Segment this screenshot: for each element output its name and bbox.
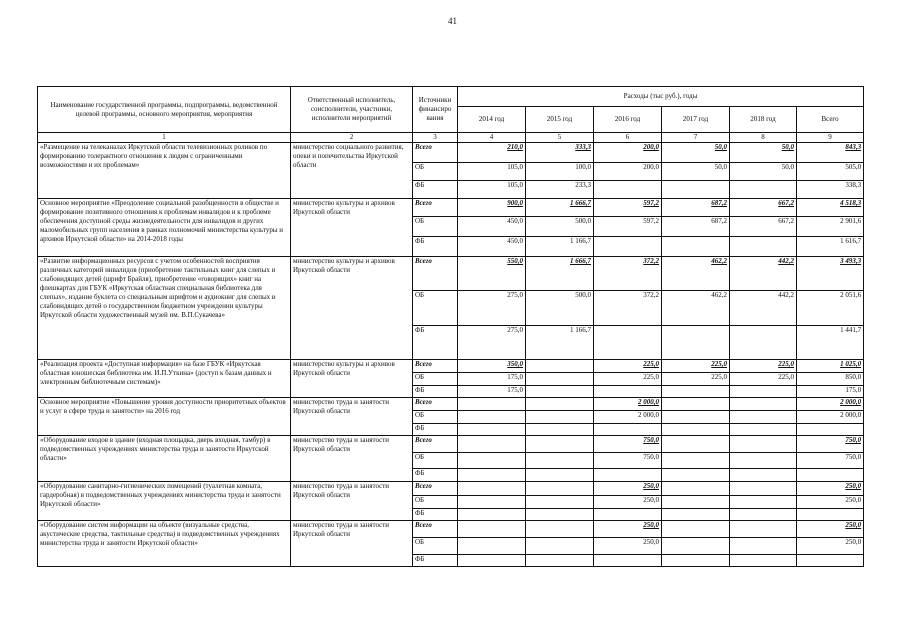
amount-cell: 1 166,7 bbox=[526, 326, 594, 360]
amount-cell bbox=[526, 398, 594, 411]
amount-cell: 450,0 bbox=[458, 237, 526, 257]
executor: министерство культуры и архивов Иркутской области bbox=[291, 360, 413, 398]
colnum: 4 bbox=[458, 133, 526, 143]
amount-cell: 50,0 bbox=[662, 143, 730, 163]
amount-cell bbox=[662, 424, 730, 436]
executor: министерство труда и занятости Иркутской области bbox=[291, 436, 413, 482]
amount-cell: 667,2 bbox=[730, 217, 797, 237]
amount-cell bbox=[526, 373, 594, 386]
amount-cell: 372,2 bbox=[594, 291, 662, 326]
amount-total bbox=[797, 555, 864, 567]
funding-source: ОБ bbox=[413, 217, 458, 237]
funding-source: Всего bbox=[413, 360, 458, 373]
amount-cell bbox=[662, 555, 730, 567]
amount-cell bbox=[458, 411, 526, 424]
header-year-2018: 2018 год bbox=[730, 107, 797, 133]
colnum: 9 bbox=[797, 133, 864, 143]
funding-source: ФБ bbox=[413, 555, 458, 567]
amount-cell: 200,0 bbox=[594, 163, 662, 181]
amount-cell: 550,0 bbox=[458, 257, 526, 291]
amount-cell: 250,0 bbox=[594, 482, 662, 496]
column-numbers-row bbox=[38, 133, 864, 143]
amount-cell: 233,3 bbox=[526, 181, 594, 199]
amount-cell: 750,0 bbox=[594, 453, 662, 469]
amount-cell bbox=[526, 509, 594, 521]
page-number: 41 bbox=[448, 16, 457, 26]
table-row bbox=[38, 143, 864, 163]
amount-cell bbox=[662, 538, 730, 555]
amount-total: 850,0 bbox=[797, 373, 864, 386]
funding-source: ОБ bbox=[413, 373, 458, 386]
amount-cell: 210,0 bbox=[458, 143, 526, 163]
amount-cell bbox=[730, 521, 797, 538]
amount-cell: 225,0 bbox=[594, 373, 662, 386]
measure-name: «Оборудование входов в здание (входная площадка, дверь входная, тамбур) в подведомственных учреждениях министерства труда и занятости Иркутской области» bbox=[38, 436, 291, 482]
amount-cell: 225,0 bbox=[730, 373, 797, 386]
amount-cell bbox=[730, 398, 797, 411]
colnum: 2 bbox=[291, 133, 413, 143]
amount-cell bbox=[458, 436, 526, 453]
header-executor: Ответственный исполнитель, соисполнители, участники, исполнители мероприятий bbox=[291, 87, 413, 133]
amount-total: 250,0 bbox=[797, 538, 864, 555]
amount-cell bbox=[526, 436, 594, 453]
amount-cell bbox=[730, 538, 797, 555]
amount-cell: 333,3 bbox=[526, 143, 594, 163]
amount-total bbox=[797, 424, 864, 436]
funding-source: Всего bbox=[413, 257, 458, 291]
header-year-2015: 2015 год bbox=[526, 107, 594, 133]
amount-total: 3 493,3 bbox=[797, 257, 864, 291]
amount-cell: 500,0 bbox=[526, 291, 594, 326]
budget-table bbox=[37, 86, 864, 567]
amount-cell: 462,2 bbox=[662, 291, 730, 326]
header-year-2017: 2017 год bbox=[662, 107, 730, 133]
colnum: 3 bbox=[413, 133, 458, 143]
amount-cell bbox=[594, 181, 662, 199]
amount-cell bbox=[458, 538, 526, 555]
amount-cell: 225,0 bbox=[662, 373, 730, 386]
funding-source: ОБ bbox=[413, 291, 458, 326]
funding-source: ОБ bbox=[413, 163, 458, 181]
executor: министерство труда и занятости Иркутской области bbox=[291, 521, 413, 567]
table-row bbox=[38, 436, 864, 453]
funding-source: ФБ bbox=[413, 326, 458, 360]
table-row bbox=[38, 199, 864, 217]
table-body bbox=[38, 143, 864, 567]
colnum: 7 bbox=[662, 133, 730, 143]
amount-cell bbox=[594, 469, 662, 482]
amount-total: 250,0 bbox=[797, 482, 864, 496]
amount-cell bbox=[662, 411, 730, 424]
amount-cell: 175,0 bbox=[458, 386, 526, 398]
amount-cell: 597,2 bbox=[594, 217, 662, 237]
amount-cell bbox=[662, 521, 730, 538]
amount-cell bbox=[526, 411, 594, 424]
measure-name: «Оборудование систем информации на объекте (визуальные средства, акустические средства, тактильные средства) в подведомственных учреждениях министерства труда и занятости Иркутской области» bbox=[38, 521, 291, 567]
amount-cell: 450,0 bbox=[458, 217, 526, 237]
amount-cell: 1 666,7 bbox=[526, 199, 594, 217]
amount-total: 250,0 bbox=[797, 521, 864, 538]
amount-cell: 100,0 bbox=[526, 163, 594, 181]
amount-cell: 2 000,0 bbox=[594, 411, 662, 424]
funding-source: ОБ bbox=[413, 453, 458, 469]
executor: министерство культуры и архивов Иркутской области bbox=[291, 257, 413, 360]
amount-cell bbox=[458, 521, 526, 538]
measure-name: Основное мероприятие «Преодоление социальной разобщенности в обществе и формирование позитивного отношения к проблемам инвалидов и к проблеме обеспечения доступной среды жизнедеятельности для инвалидов и других маломобильных групп населения в рамках полномочий министерства культуры и архивов Иркутской области» на 2014-2018 годы bbox=[38, 199, 291, 257]
colnum: 1 bbox=[38, 133, 291, 143]
amount-cell bbox=[526, 469, 594, 482]
amount-total: 505,0 bbox=[797, 163, 864, 181]
funding-source: ОБ bbox=[413, 496, 458, 509]
amount-cell: 372,2 bbox=[594, 257, 662, 291]
amount-cell: 350,0 bbox=[458, 360, 526, 373]
amount-cell bbox=[458, 509, 526, 521]
amount-cell bbox=[526, 360, 594, 373]
amount-cell: 50,0 bbox=[662, 163, 730, 181]
amount-cell bbox=[662, 326, 730, 360]
colnum: 8 bbox=[730, 133, 797, 143]
header-name: Наименование государственной программы, подпрограммы, ведомственной целевой программы, основного мероприятия, мероприятия bbox=[38, 87, 291, 133]
amount-cell: 250,0 bbox=[594, 521, 662, 538]
amount-cell: 1 666,7 bbox=[526, 257, 594, 291]
amount-cell: 105,0 bbox=[458, 163, 526, 181]
header-total: Всего bbox=[797, 107, 864, 133]
amount-cell: 900,0 bbox=[458, 199, 526, 217]
amount-cell bbox=[730, 509, 797, 521]
amount-cell: 105,0 bbox=[458, 181, 526, 199]
amount-cell bbox=[662, 496, 730, 509]
funding-source: ФБ bbox=[413, 469, 458, 482]
executor: министерство труда и занятости Иркутской области bbox=[291, 398, 413, 436]
amount-cell bbox=[730, 411, 797, 424]
amount-cell bbox=[526, 496, 594, 509]
amount-cell bbox=[526, 424, 594, 436]
amount-cell bbox=[458, 496, 526, 509]
amount-total: 1 616,7 bbox=[797, 237, 864, 257]
funding-source: ОБ bbox=[413, 411, 458, 424]
amount-total: 4 518,3 bbox=[797, 199, 864, 217]
funding-source: Всего bbox=[413, 398, 458, 411]
measure-name: «Реализация проекта «Доступная информация» на базе ГБУК «Иркутская областная юношеская библиотека им. И.П.Уткина» (доступ к базам данных и электронным библиотечным системам)» bbox=[38, 360, 291, 398]
amount-cell bbox=[730, 386, 797, 398]
amount-cell: 442,2 bbox=[730, 291, 797, 326]
measure-name: «Развитие информационных ресурсов с учетом особенностей восприятия различных категорий инвалидов (приобретение тактильных книг для слепых и слабовидящих детей (шрифт Брайля), приобретение «говорящих» книг на флешкартах для ГБУК «Иркутская областная специальная библиотека для слепых», издание буклета со специальным шрифтом и аудиокниг для слепых и слабовидящих детей о государственном бюджетном учреждении культуры Иркутской области художественный музей им. В.П.Сукачева» bbox=[38, 257, 291, 360]
funding-source: Всего bbox=[413, 521, 458, 538]
measure-name: Основное мероприятие «Повышение уровня доступности приоритетных объектов и услуг в сфере труда и занятости» на 2016 год bbox=[38, 398, 291, 436]
amount-cell bbox=[730, 326, 797, 360]
amount-cell bbox=[662, 386, 730, 398]
amount-cell: 225,0 bbox=[594, 360, 662, 373]
amount-cell bbox=[594, 555, 662, 567]
executor: министерство труда и занятости Иркутской области bbox=[291, 482, 413, 521]
amount-cell bbox=[526, 386, 594, 398]
amount-cell bbox=[662, 181, 730, 199]
amount-cell: 250,0 bbox=[594, 496, 662, 509]
executor: министерство культуры и архивов Иркутской области bbox=[291, 199, 413, 257]
amount-cell bbox=[662, 436, 730, 453]
table-row bbox=[38, 360, 864, 373]
colnum: 6 bbox=[594, 133, 662, 143]
funding-source: ОБ bbox=[413, 538, 458, 555]
amount-cell bbox=[526, 521, 594, 538]
amount-total bbox=[797, 469, 864, 482]
funding-source: ФБ bbox=[413, 181, 458, 199]
amount-cell: 50,0 bbox=[730, 163, 797, 181]
amount-total: 843,3 bbox=[797, 143, 864, 163]
amount-total: 750,0 bbox=[797, 453, 864, 469]
amount-cell bbox=[730, 482, 797, 496]
amount-cell bbox=[594, 386, 662, 398]
header-year-2016: 2016 год bbox=[594, 107, 662, 133]
amount-cell bbox=[458, 555, 526, 567]
amount-total: 2 051,6 bbox=[797, 291, 864, 326]
funding-source: ФБ bbox=[413, 386, 458, 398]
amount-cell bbox=[662, 237, 730, 257]
amount-cell: 250,0 bbox=[594, 538, 662, 555]
funding-source: Всего bbox=[413, 482, 458, 496]
amount-cell: 275,0 bbox=[458, 291, 526, 326]
amount-cell bbox=[730, 424, 797, 436]
header-expenses: Расходы (тыс руб.), годы bbox=[458, 87, 864, 107]
header-year-2014: 2014 год bbox=[458, 107, 526, 133]
amount-cell bbox=[730, 181, 797, 199]
amount-cell bbox=[730, 436, 797, 453]
amount-total: 1 025,0 bbox=[797, 360, 864, 373]
header-source: Источники финансиро вания bbox=[413, 87, 458, 133]
amount-cell bbox=[730, 237, 797, 257]
amount-cell: 750,0 bbox=[594, 436, 662, 453]
amount-cell: 442,2 bbox=[730, 257, 797, 291]
funding-source: Всего bbox=[413, 436, 458, 453]
amount-cell: 200,0 bbox=[594, 143, 662, 163]
table-row bbox=[38, 521, 864, 538]
colnum: 5 bbox=[526, 133, 594, 143]
amount-cell: 50,0 bbox=[730, 143, 797, 163]
amount-total: 250,0 bbox=[797, 496, 864, 509]
funding-source: Всего bbox=[413, 199, 458, 217]
amount-cell bbox=[458, 398, 526, 411]
amount-cell: 667,2 bbox=[730, 199, 797, 217]
amount-cell: 500,0 bbox=[526, 217, 594, 237]
amount-cell: 687,2 bbox=[662, 199, 730, 217]
amount-cell bbox=[594, 237, 662, 257]
amount-cell bbox=[526, 453, 594, 469]
amount-total: 750,0 bbox=[797, 436, 864, 453]
amount-cell bbox=[730, 555, 797, 567]
amount-cell bbox=[458, 482, 526, 496]
amount-total: 338,3 bbox=[797, 181, 864, 199]
amount-total: 2 901,6 bbox=[797, 217, 864, 237]
table-row bbox=[38, 398, 864, 411]
amount-cell: 225,0 bbox=[662, 360, 730, 373]
executor: министерство социального развития, опеки и попечительства Иркутской области bbox=[291, 143, 413, 199]
amount-cell bbox=[730, 453, 797, 469]
amount-cell: 462,2 bbox=[662, 257, 730, 291]
amount-cell bbox=[594, 424, 662, 436]
amount-cell bbox=[730, 469, 797, 482]
amount-cell: 687,2 bbox=[662, 217, 730, 237]
amount-cell: 225,0 bbox=[730, 360, 797, 373]
amount-cell bbox=[662, 398, 730, 411]
amount-cell bbox=[526, 538, 594, 555]
amount-cell bbox=[526, 555, 594, 567]
amount-cell: 2 000,0 bbox=[594, 398, 662, 411]
amount-cell bbox=[458, 424, 526, 436]
amount-cell bbox=[662, 453, 730, 469]
amount-cell bbox=[458, 469, 526, 482]
amount-cell: 175,0 bbox=[458, 373, 526, 386]
amount-cell bbox=[730, 496, 797, 509]
amount-cell bbox=[526, 482, 594, 496]
amount-cell bbox=[594, 509, 662, 521]
amount-total: 1 441,7 bbox=[797, 326, 864, 360]
measure-name: «Размещение на телеканалах Иркутской области телевизионных роликов по формированию толерантного отношения к людям с ограниченными возможностями и их проблемам» bbox=[38, 143, 291, 199]
amount-cell bbox=[662, 509, 730, 521]
amount-total: 175,0 bbox=[797, 386, 864, 398]
amount-cell: 275,0 bbox=[458, 326, 526, 360]
table-row bbox=[38, 257, 864, 291]
amount-cell: 1 166,7 bbox=[526, 237, 594, 257]
amount-total: 2 000,0 bbox=[797, 398, 864, 411]
funding-source: ФБ bbox=[413, 424, 458, 436]
amount-total bbox=[797, 509, 864, 521]
amount-total: 2 000,0 bbox=[797, 411, 864, 424]
amount-cell bbox=[594, 326, 662, 360]
amount-cell: 597,2 bbox=[594, 199, 662, 217]
table-row bbox=[38, 482, 864, 496]
funding-source: ФБ bbox=[413, 237, 458, 257]
measure-name: «Оборудование санитарно-гигиенических помещений (туалетная комната, гардеробная) в подведомственных учреждениях министерства труда и занятости Иркутской области» bbox=[38, 482, 291, 521]
amount-cell bbox=[662, 482, 730, 496]
amount-cell bbox=[458, 453, 526, 469]
amount-cell bbox=[662, 469, 730, 482]
funding-source: ФБ bbox=[413, 509, 458, 521]
funding-source: Всего bbox=[413, 143, 458, 163]
